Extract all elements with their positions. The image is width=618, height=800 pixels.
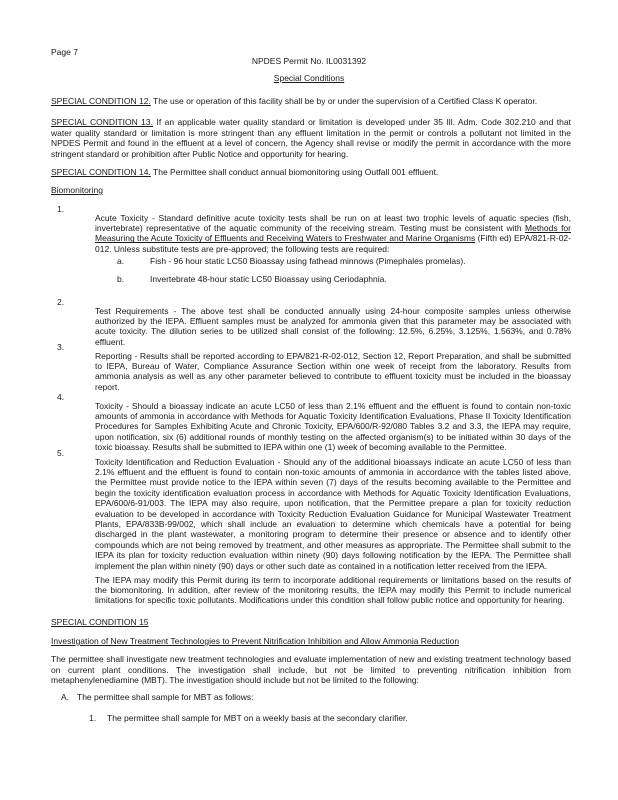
item-a1-label: 1. — [89, 713, 97, 723]
biomonitoring-item-2: Test Requirements - The above test shall be conducted annually using 24-hour composite samples unless otherwise authorized by the IEPA. Effluent samples must be analyzed for ammonia given that this parameter may be associated with acute toxicity. The dilution series to be utilized shall consist of the following: 12.5%, 6.25%, 3.125%, 1.563%, and 0.78% effluent. — [95, 305, 571, 347]
special-condition-12 — [51, 96, 571, 107]
permit-number: NPDES Permit No. IL0031392 — [251, 56, 367, 66]
item-a-text: The permittee shall sample for MBT as follows: — [77, 692, 254, 702]
biomonitoring-item-3: Reporting - Results shall be reported according to EPA/821-R-02-012, Section 12, Report Preparation, and shall be submitted to IEPA, Bureau of Water, Compliance Assurance Section within one week of receipt from the laboratory. Results from ammonia analysis as well as any other parameter believed to contribute to effluent toxicity must be included in the bioassay report. — [95, 350, 571, 392]
condition-13-text: If an applicable water quality standard or limitation is developed under 35 Ill. Adm. Code 302.210 and that water quality standard or limitation is more stringent than any effluent limitation in the permit or controls a pollutant not limited in the NPDES Permit and found in the effluent at a level of concern, the Agency shall revise or modify the permit in accordance with the more stringent standard or prohibition after Public Notice and opportunity for hearing. — [51, 117, 571, 159]
sub-item-label: a. — [117, 256, 125, 266]
epa-method-reference: Methods for Measuring the Acute Toxicity of Effluents and Receiving Waters to Freshwater and Marine Organisms — [95, 222, 571, 244]
special-condition-14 — [51, 167, 571, 178]
condition-14-title: SPECIAL CONDITION 14. — [51, 167, 151, 177]
condition-13-title: SPECIAL CONDITION 13. — [51, 117, 154, 127]
item-number: 1. — [57, 204, 65, 214]
condition-12-title: SPECIAL CONDITION 12. — [51, 96, 151, 106]
item-number: 2. — [57, 297, 65, 307]
item-number: 3. — [57, 342, 65, 352]
biomonitoring-item-4: Toxicity - Should a bioassay indicate an acute LC50 of less than 2.1% effluent and the effluent is found to contain non-toxic amounts of ammonia in accordance with Methods for Aquatic Toxicity Identification Evaluations, Phase II Toxicity Identification Procedures for Samples Exhibiting Acute and Chronic Toxicity, EPA/600/R-92/080 Tables 3.2 and 3.3, the IEPA may require, upon notification, six (6) additional rounds of monthly testing on the affected organism(s) to be initiated within 30 days of the toxic bioassay. Results shall be submitted to IEPA within one (1) week of becoming available to the Permittee. — [95, 400, 571, 453]
page-label: Page 7 — [51, 47, 78, 57]
item-number: 5. — [57, 448, 65, 458]
biomonitoring-item-5: Toxicity Identification and Reduction Evaluation - Should any of the additional bioassays indicate an acute LC50 of less than 2.1% effluent and the effluent is found to contain non-toxic amounts of ammonia in accordance with the tables listed above, the Permittee must provide notice to the IEPA within seven (7) days of the results becoming available to the Permittee and begin the toxicity identification evaluation process in accordance with Methods for Aquatic Toxicity Identification Evaluations, EPA/600/6-91/003. The IEPA may also require, upon notification, that the Permittee prepare a plan for toxicity reduction evaluation to be developed in accordance with Toxicity Reduction Evaluation Guidance for Municipal Wastewater Treatment Plants, EPA/833B-99/002, which shall include an evaluation to determine which chemicals have a potential for being discharged in the plant wastewater, a monitoring program to determine their presence or absence and to identify other compounds which are not being removed by treatment, and other measures as appropriate. The Permittee shall submit to the IEPA its plan for toxicity reduction evaluation within ninety (90) days following notification by the IEPA. The Permittee shall implement the plan within ninety (90) days or other such date as contained in a notification letter received from the IEPA. — [95, 456, 571, 571]
item-1-text-start: Acute Toxicity - Standard definitive acute toxicity tests shall be run on at least two trophic levels of aquatic species (fish, invertebrate) representative of the aquatic community of the receiving stream. Testing must be consistent with — [95, 212, 571, 233]
item-number: 4. — [57, 392, 65, 402]
condition-14-text: The Permittee shall conduct annual biomonitoring using Outfall 001 effluent. — [153, 167, 439, 177]
item-1-text-end: (Fifth ed) EPA/821-R-02-012. Unless substitute tests are pre-approved; the following tests are required: — [95, 233, 571, 254]
condition-15-title: SPECIAL CONDITION 15 — [51, 617, 149, 627]
special-condition-13 — [51, 117, 571, 159]
section-title: Special Conditions — [273, 73, 345, 83]
biomonitoring-heading: Biomonitoring — [51, 185, 103, 195]
biomonitoring-item-1 — [95, 213, 571, 255]
item-a-label: A. — [61, 692, 70, 702]
sub-item-label: b. — [117, 274, 125, 284]
condition-15-intro: The permittee shall investigate new treatment technologies and evaluate implementation of new and existing treatment technology based on current plant conditions. The investigation shall include, but not be limited to preventing nitrification inhibition from metaphenylenediamine (MBT). The investigation should include but not be limited to the following: — [51, 654, 571, 686]
sub-item-text: Fish - 96 hour static LC50 Bioassay using fathead minnows (Pimephales promelas). — [150, 256, 466, 266]
sub-item-text: Invertebrate 48-hour static LC50 Bioassay using Ceriodaphnia. — [150, 274, 387, 284]
condition-12-text: The use or operation of this facility shall be by or under the supervision of a Certified Class K operator. — [153, 96, 538, 106]
item-a1-text: The permittee shall sample for MBT on a weekly basis at the secondary clarifier. — [107, 713, 408, 723]
biomonitoring-closing: The IEPA may modify this Permit during its term to incorporate additional requirements or limitations based on the results of the biomonitoring. In addition, after review of the monitoring results, the IEPA may modify this Permit to include numerical limitations for specific toxic pollutants. Modifications under this condition shall follow public notice and opportunity for hearing. — [95, 574, 571, 606]
condition-15-subheading: Investigation of New Treatment Technologies to Prevent Nitrification Inhibition and Allow Ammonia Reduction — [51, 636, 460, 646]
